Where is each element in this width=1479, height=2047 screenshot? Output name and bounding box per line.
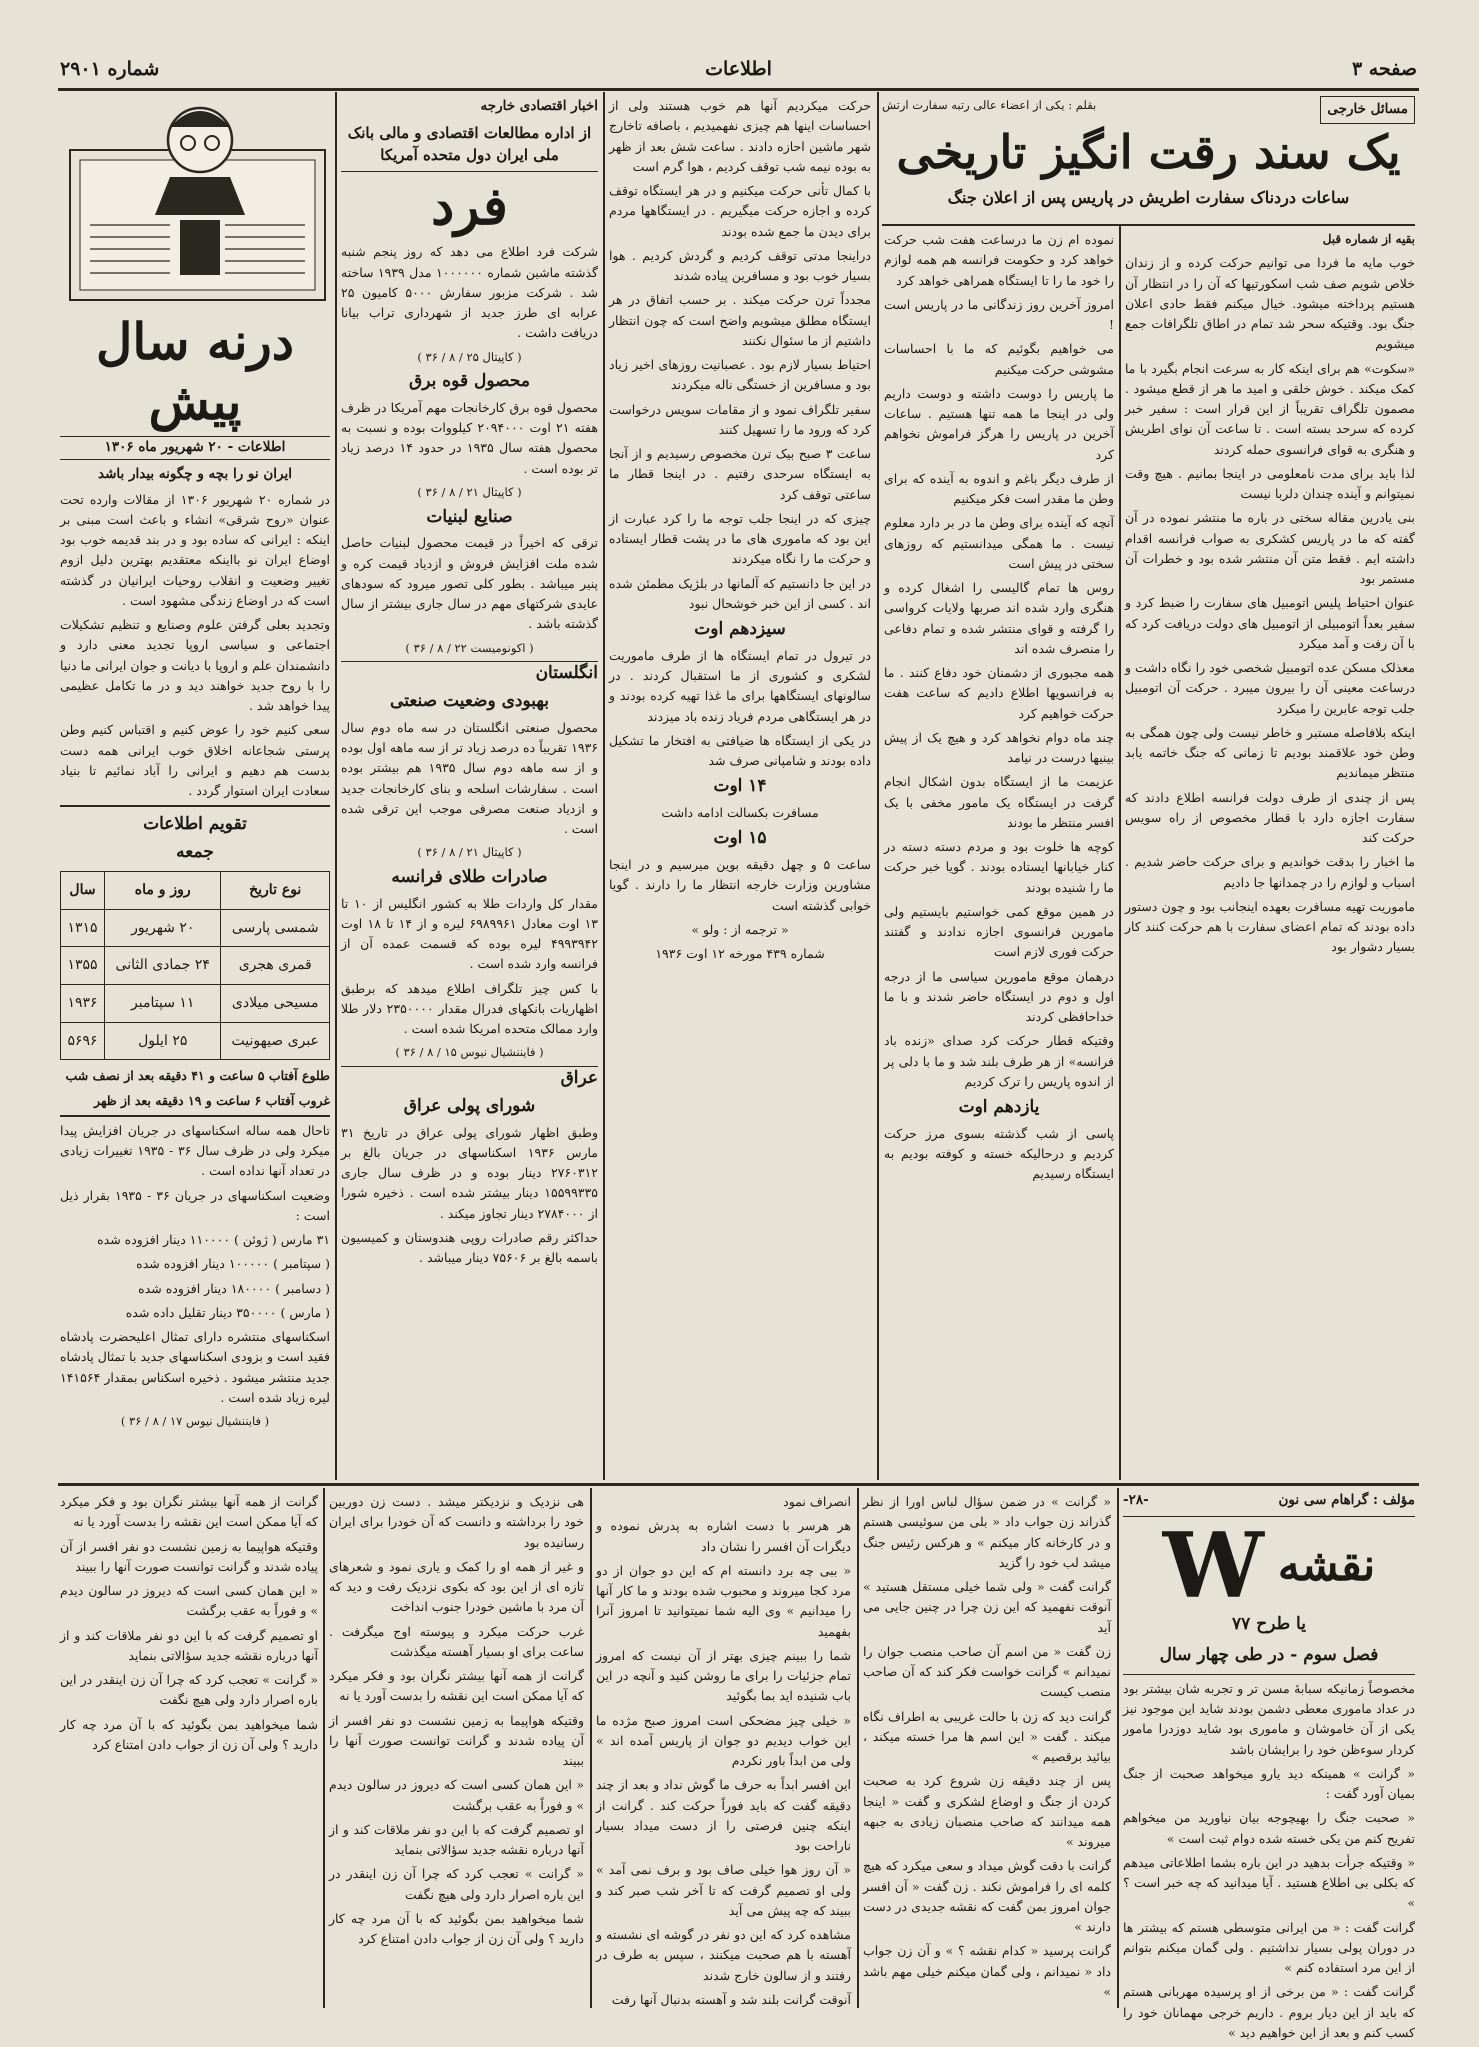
source: شماره ۴۳۹ مورخه ۱۲ اوت ۱۹۳۶ xyxy=(655,946,825,962)
paragraph: معذلک مسکن عده اتومبیل شخصی خود را نگاه داشت و درساعت معینی آن را بیرون میبرد . حرکت آن اتومبیل جلب توجه عابرین را میکرد xyxy=(1125,660,1415,716)
paragraph: چند ماه دوام نخواهد کرد و هیچ یک از پیش بینیها درست در نیامد xyxy=(884,729,1114,765)
paragraph: « گرانت » تعجب کرد که چرا آن زن اینقدر در این باره اصرار دارد ولی هیچ نگفت xyxy=(329,1866,584,1902)
paragraph: « گرانت » تعجب کرد که چرا آن زن اینقدر در این باره اصرار دارد ولی هیچ نگفت xyxy=(60,1672,318,1708)
table-row xyxy=(61,947,330,985)
page-header xyxy=(60,52,1417,86)
table-header-cell: روز و ماه xyxy=(105,872,221,910)
paragraph: عزیمت ما از ایستگاه بدون اشکال انجام گرفت در ایستگاه یک مامور مخفی با یک افسر منتظر ما بودند xyxy=(884,774,1114,830)
serial-column-a xyxy=(1123,1490,1415,2040)
paragraph: گرانت گفت « ولی شما خیلی مستقل هستید » آنوقت نفهمید که این زن چرا در چنین جایی می آید xyxy=(863,1579,1111,1635)
paragraph: آنوقت گرانت بلند شد و آهسته بدنبال آنها رفت xyxy=(611,1991,851,2007)
citation: ( کاپیتال ۲۵ / ۸ / ۳۶ ) xyxy=(417,349,522,364)
serial-title-word: نقشه xyxy=(1277,1540,1376,1592)
paragraph: « صحبت جنگ را بهیچوجه بیان نیاورید من میخواهم تفریح کنم من یکی خسته شده دوام ثبت است » xyxy=(1123,1810,1415,1846)
paragraph: محصول صنعتی انگلستان در سه ماه دوم سال ۱۹۳۶ تقریباً ده درصد زیاد تر از سه ماهه اول بوده و از سه ماهه دوم سال ۱۹۳۵ هم بیشتر بوده است . سفارشات اسلحه و بنای کارخانجات جدید و ازدیاد صنعت مصرفی موجب این ترقی شده است . xyxy=(341,719,598,837)
paragraph: امروز آخرین روز زندگانی ما در پاریس است ! xyxy=(884,296,1114,332)
paragraph: « گرانت » در ضمن سؤال لباس اورا از نظر گذراند زن جواب داد « بلی من سوئیسی هستم و در کارخانه کار میکنم » و هرکس رئیس جنگ میشد لب خود را گزید xyxy=(863,1494,1111,1570)
subheading: شورای پولی عراق xyxy=(403,1095,536,1116)
paragraph: گرانت پرسید « کدام نقشه ؟ » و آن زن جواب داد « نمیدانم ، ولی گمان میکنم خیلی مهم باشد » xyxy=(863,1943,1111,1999)
paragraph: لذا باید برای مدت نامعلومی در اینجا بمانیم . هیچ وقت نمیتوانم و آینده چندان دلربا نیست xyxy=(1125,465,1415,502)
paragraph: چیزی که در اینجا جلب توجه ما را کرد عبارت از این بود که ماموری های ما در پشت قطار ایستاده و حرکت ما را نگاه میکردند xyxy=(609,510,871,567)
paragraph: وتجدید بعلی گرفتن علوم وصنایع و تنظیم تشکیلات اجتماعی و سیاسی اروپا تجدید معنی دارد و دانشمندان علم و اروپا با دیانت و جوان ایرانی ما دنیا را با روح جدید خواهند دید و در ما تکامل عظیمی پیدا خواهد شد . xyxy=(60,617,330,714)
calendar-title: تقویم اطلاعات xyxy=(60,805,330,837)
table-cell: ۱۳۵۵ xyxy=(61,947,105,985)
table-cell: ۵۶۹۶ xyxy=(61,1022,105,1060)
date-line: اطلاعات - ۲۰ شهریور ماه ۱۳۰۶ xyxy=(60,436,330,460)
paragraph: خوب مایه ما فردا می توانیم حرکت کرده و از زندان خلاص شویم صف شب اسکورتیها که آن را در انتظار آن هستیم پرداخته میشود. خیال میکنم فقط حادی اعلان جنگ بود. وقتیکه سحر شد تمام در اطاق تلگرافات جمع میشویم xyxy=(1125,255,1415,352)
table-cell: قمری هجری xyxy=(221,947,330,985)
paragraph: و غیر از همه او را کمک و یاری نمود و شعرهای تازه ای از این بود که بکوی نزدیک رفت و دید که آن مرد با ماشین خودرا جنوب انداخت xyxy=(329,1558,584,1615)
column-divider xyxy=(877,92,879,1480)
paragraph: شما را ببینم چیزی بهتر از آن نیست که امروز تمام جزئیات را برای ما روشن کنید و آنچه در این باب شنیده اید بما بگوئید xyxy=(596,1647,851,1704)
table-header-cell: نوع تاریخ xyxy=(221,872,330,910)
sunset: غروب آفتاب ۶ ساعت و ۱۹ دقیقه بعد از ظهر xyxy=(60,1091,330,1117)
lead-rule xyxy=(882,224,1415,226)
table-cell: ۲۵ ایلول xyxy=(105,1022,221,1060)
series-label: مسائل خارجی xyxy=(1320,96,1415,124)
column-divider xyxy=(1119,225,1121,1480)
paragraph: پس از چندی از طرف دولت فرانسه اطلاع دادند که سفارت اجازه دارد با قطار مخصوص از راه سویس حرکت کند xyxy=(1125,789,1415,846)
paragraph: ما اخبار را بدقت خواندیم و برای حرکت حاضر شدیم . اسباب و لوازم را در چمدانها جا دادیم xyxy=(1125,854,1415,890)
paragraph: ( دسامبر ) ۱۸۰۰۰۰ دینار افزوده شده xyxy=(138,1280,330,1296)
paragraph: گرانت گفت : « من برخی از او پرسیده مهربانی هستم که باید از این دیار بروم . داریم خرجی مهمانان خود را کسب کنم و بعد از این خواهیم دید » xyxy=(1123,1984,1415,2040)
day-heading: سیزدهم اوت xyxy=(694,619,786,639)
citation: ( فایننشیال نیوس ۱۵ / ۸ / ۳۶ ) xyxy=(395,1045,544,1060)
table-header-row xyxy=(61,872,330,910)
economic-news xyxy=(341,96,598,1478)
paragraph: آنچه که آینده برای وطن ما در بر دارد معلوم نیست . ما همگی میدانستیم که روزهای سختی در پیش است xyxy=(884,515,1114,571)
paragraph: شما میخواهید بمن بگوئید که با آن مرد چه کار دارید ؟ ولی آن زن از جواب دادن امتناع کرد xyxy=(60,1716,318,1752)
paragraph: پس از چند دقیقه زن شروع کرد به صحبت کردن از جنگ و اوضاع لشکری و گفت « اینجا همه میدانند که صاحب منصبان زیادی به جبهه میروند » xyxy=(863,1773,1111,1849)
table-cell: ۲۴ جمادی الثانی xyxy=(105,947,221,985)
day-heading: ۱۵ اوت xyxy=(713,828,767,849)
column-banner: درنه سال پیش xyxy=(96,312,294,431)
table-cell: شمسی پارسی xyxy=(221,909,330,947)
citation: ( اکونومیست ۲۲ / ۸ / ۳۶ ) xyxy=(405,640,534,655)
table-cell: ۱۱ سپتامبر xyxy=(105,985,221,1023)
paragraph: عنوان احتیاط پلیس اتومبیل های سفارت را ضبط کرد و سفیر بعداً اتومبیلی از اتومبیل های دولت دریافت کرد که با آن رفت و آمد میکرد xyxy=(1125,595,1415,651)
citation: ( کاپیتال ۲۱ / ۸ / ۳۶ ) xyxy=(417,845,522,860)
column-divider xyxy=(1117,1488,1119,2008)
table-row xyxy=(61,985,330,1023)
masthead: اطلاعات xyxy=(705,58,772,80)
page-number: صفحه ۳ xyxy=(1351,58,1417,80)
country-heading: عراق xyxy=(341,1066,598,1091)
paragraph: «سکوت» هم برای اینکه کار به سرعت انجام بگیرد با ما کمک میکند . خوش خلقی و امید ما هر از قطع میشود . مصمون تلگراف تقریباً از این قرار است : سفیر خبر کرده که سرحد بسته است . تا ساعت آن نوای اطریش و هنگری به قوای فرانسوی حمله کردند xyxy=(1125,360,1415,457)
paragraph: در یکی از ایستگاه ها ضیافتی به افتخار ما تشکیل داده بودند و شامپانی صرف شد xyxy=(609,732,871,769)
ford-heading: فرد xyxy=(431,175,508,237)
paragraph: کوچه ها خلوت بود و مردم دسته دسته در کنار خیابانها ایستاده بودند . گویا خبر حرکت ما را شنیده بودند xyxy=(884,839,1114,895)
paragraph: مجدداً ترن حرکت میکند . بر حسب اتفاق در هر ایستگاه مطلق میشویم واضح است که چون انتظار داشتیم از ما سئوال نکنند xyxy=(609,292,871,348)
subheading: صادرات طلای فرانسه xyxy=(391,866,548,887)
serial-column-c xyxy=(596,1492,851,2008)
serial-subtitle: یا طرح ۷۷ xyxy=(1232,1613,1306,1634)
paragraph: مسافرت بکسالت ادامه داشت xyxy=(661,805,819,821)
paragraph: ترقی که اخیراً در قیمت محصول لبنیات حاصل شده ملت افزایش فروش و ازدیاد قیمت کره و پنیر میباشد . بطور کلی تصور میرود که سودهای عایدی شرکتهای مهم در سال جاری بیشتر از سال گذشته باشد . xyxy=(341,535,598,632)
table-cell: ۱۳۱۵ xyxy=(61,909,105,947)
byline: بقلم : یکی از اعضاء عالی رتبه سفارت ارتش xyxy=(882,98,1097,112)
serial-number: -۲۸- xyxy=(1123,1492,1149,1508)
day-heading: یازدهم اوت xyxy=(958,1097,1040,1117)
paragraph: وقتیکه هواپیما به زمین نشست دو نفر افسر از آن پیاده شدند و گرانت توانست صورت آنها را ببیند xyxy=(60,1538,318,1574)
paragraph: مشاهده کرد که این دو نفر در گوشه ای نشسته و آهسته با هم صحبت میکنند ، سپس به طرف در رفتند و از سالون خارج شدند xyxy=(596,1927,851,1983)
sunrise: طلوع آفتاب ۵ ساعت و ۴۱ دقیقه بعد از نصف شب xyxy=(65,1068,330,1084)
paragraph: سفیر تلگراف نمود و از مقامات سویس درخواست کرد که ورود ما را تسهیل کنند xyxy=(609,401,871,437)
column-divider xyxy=(590,1488,592,2008)
paragraph: هی نزدیک و نزدیکتر میشد . دست زن دوربین خود را برداشته و دانست که آن خودرا برای ایران رسانیده بود xyxy=(329,1494,584,1550)
paragraph: نموده ام زن ما درساعت هفت شب حرکت خواهد کرد و حکومت فرانسه هم همه لوازم را خود ما را تا ایستگاه همراهی خواهد کرد xyxy=(884,232,1114,288)
serial-column-e xyxy=(60,1492,318,2008)
paragraph: وقتیکه قطار حرکت کرد صدای «زنده باد فرانسه» از هر طرف بلند شد و ما با دلی پر از اندوه پاریس را ترک کردیم xyxy=(884,1033,1114,1089)
serial-title-letter: W xyxy=(1162,1512,1264,1619)
paragraph: وقتیکه هواپیما به زمین نشست دو نفر افسر از آن پیاده شدند و گرانت توانست صورت آنها را ببیند xyxy=(329,1712,584,1768)
paragraph: احتیاط بسیار لازم بود . عصبانیت روزهای اخیر زیاد بود و مسافرین از خستگی ناله میکردند xyxy=(609,357,871,393)
serial-column-d xyxy=(329,1492,584,2008)
paragraph: محصول قوه برق کارخانجات مهم آمریکا در ظرف هفته ۲۱ اوت ۲۰۹۴۰۰۰ کیلووات بوده و نسبت به محصول هفته سال ۱۹۳۵ در حدود ۱۴ درصد زیاد تر بوده است . xyxy=(341,399,598,476)
paragraph: « خیلی چیز مضحکی است امروز صبح مژده ما این خواب دیدیم دو جوان از پاریس آمده اند » ولی من ابداً باور نکردم xyxy=(596,1712,851,1768)
article-continuation xyxy=(609,96,871,1478)
paragraph: در شماره ۲۰ شهریور ۱۳۰۶ از مقالات وارده تحت عنوان «روح شرقی» انشاء و باعث است مبنی بر اینکه : ایرانی که ساده بود و در بند قدیمه خوب بود اوضاع ایران نو بااینکه معتقدیم بهترین دلیل ازوم تغییر وضعیت و انقلاب روحیات ایرانیان در گذشته است که در اوضاع زندگی مشهود است . xyxy=(60,491,330,608)
serial-title xyxy=(1123,1512,1415,1619)
paragraph: شرکت فرد اطلاع می دهد که روز پنجم شنبه گذشته ماشین شماره ۱۰۰۰۰۰۰ مدل ۱۹۳۹ ساخته شد . شرکت مزبور سفارش ۵۰۰۰ کامیون ۲۵ عرابه ای طرز جدید از شهرداری تراب بیانا دریافت داشت . xyxy=(341,244,599,341)
serial-column-b xyxy=(863,1492,1111,2008)
lead-title: یک سند رقت انگیز تاریخی xyxy=(896,124,1401,179)
subheading: بهبودی وضعیت صنعتی xyxy=(390,691,549,712)
paragraph: گرانت از همه آنها بیشتر نگران بود و فکر میکرد که آیا ممکن است این نقشه را بدست آورد یا نه xyxy=(329,1668,584,1704)
lead-subtitle: ساعات دردناک سفارت اطریش در پاریس پس از اعلان جنگ xyxy=(947,188,1350,208)
paragraph: گرانت از همه آنها بیشتر نگران بود و فکر میکرد که آیا ممکن است این نقشه را بدست آورد یا نه xyxy=(60,1494,318,1530)
paragraph: « گرانت » همینکه دید یارو میخواهد صحبت از جنگ بمیان آورد گفت : xyxy=(1123,1765,1415,1802)
section-head: اخبار اقتصادی خارجه xyxy=(480,98,598,114)
paragraph: حداکثر رقم صادرات روپی هندوستان و کمیسیون باسمه بالغ بر ۷۵۶۰۶ دینار میباشد . xyxy=(341,1229,598,1266)
header-rule xyxy=(58,88,1419,91)
paragraph: او تصمیم گرفت که با این دو نفر ملاقات کند و از آنها درباره نقشه جدید سؤالاتی بنماید xyxy=(60,1627,318,1663)
paragraph: شما میخواهید بمن بگوئید که با آن مرد چه کار دارید ؟ ولی آن زن از جواب دادن امتناع کرد xyxy=(329,1910,584,1946)
paragraph: ۳۱ مارس ( ژوئن ) ۱۱۰۰۰۰ دینار افزوده شده xyxy=(97,1232,330,1248)
section-rule xyxy=(58,1483,1419,1486)
lead-column-1 xyxy=(1125,230,1415,1478)
chapter-heading: فصل سوم - در طی چهار سال xyxy=(1123,1642,1415,1675)
paragraph: ( مارس ) ۳۵۰۰۰۰ دینار تقلیل داده شده xyxy=(125,1304,330,1320)
paragraph: ما پاریس را دوست داشته و دوست داریم ولی در اینجا ما همه تنها هستیم . ساعات آخرین در پاریس را هرگز فراموش نخواهم کرد xyxy=(884,385,1114,462)
paragraph: مخصوصاً زمانیکه سبابهٔ مسن تر و تجربه شان بیشتر بود در عداد ماموری معطی دشمن بودند شاید این موجود نیز یکی از آن خاموشان و ماموری بود شاید دوزدرا مامور کردار سوءظن خود را برایشان باشد xyxy=(1123,1680,1415,1757)
nine-years-ago-column xyxy=(60,312,330,1478)
subheading: محصول قوه برق xyxy=(409,371,530,392)
paragraph: مقدار کل واردات طلا به کشور انگلیس از ۱۰ تا ۱۳ اوت معادل ۶۹۸۹۹۶۱ لیره و از ۱۴ تا ۱۸ اوت ۴۹۹۳۹۴۲ لیره بوده که قسمت عمده آن از فرانسه وارد شده است . xyxy=(341,895,599,972)
paragraph: حرکت میکردیم آنها هم خوب هستند ولی از احساسات اینها هم چیزی نفهمیدیم ، باصافه تاخارج شهر ماشین احازه دادند . ساعت شش بعد از ظهر به بوده نیمه شب توقف کردیم ، هوا گرم است xyxy=(609,98,871,174)
paragraph: سعی کنیم خود را عوض کنیم و اقتباس کنیم وطن پرستی شجاعانه اخلاق خوب ایرانی همه دست بدست هم دهیم و ایرانی را آباد نمائیم تا بنیاد سعادت ایران استوار گردد . xyxy=(60,722,330,799)
serial-author: مؤلف : گراهام سی نون xyxy=(1278,1492,1415,1508)
table-cell: ۲۰ شهریور xyxy=(105,909,221,947)
paragraph: گرانت دید که زن با حالت غریبی به اطراف نگاه میکند . گفت « این اسم ها مرا خسته میکند ، بیائید برقصیم » xyxy=(863,1708,1111,1764)
paragraph: ساعت ۳ صبح بیک ترن مخصوص رسیدیم و از آنجا به ایستگاه سرحدی رفتیم . در اینجا قطار ما ساعتی توقف کرد xyxy=(609,446,871,502)
paragraph: از طرف دیگر باغم و اندوه به آینده که برای وطن ما مقدر است فکر میکنیم xyxy=(884,470,1114,506)
paragraph: وطبق اظهار شورای پولی عراق در تاریخ ۳۱ مارس ۱۹۳۶ اسکناسهای در جریان بالغ بر ۲۷۶۰۳۱۲ دینار بوده و در ظرف سال جاری ۱۵۵۹۹۳۳۵ دینار بیشتر شده است . ذخیره شورا از ۲۷۸۴۰۰۰ دینار تجاوز میکند . xyxy=(341,1124,598,1221)
paragraph: او تصمیم گرفت که با این دو نفر ملاقات کند و از آنها درباره نقشه جدید سؤالاتی بنماید xyxy=(329,1821,584,1857)
day-heading: ۱۴ اوت xyxy=(713,776,767,797)
subheading: صنایع لبنیات xyxy=(426,506,513,527)
continued-label: بقیه از شماره قبل xyxy=(1322,232,1415,246)
paragraph: ساعت ۵ و چهل دقیقه بوین میرسیم و در اینجا مشاورین وزارت خارجه انتظار ما را دارند . گویا خوابی گذشته است xyxy=(609,857,871,913)
column-divider xyxy=(603,92,605,1480)
country-heading: انگلستان xyxy=(341,661,598,686)
column-divider xyxy=(323,1488,325,2008)
paragraph: زن گفت « من اسم آن صاحب منصب جوان را نمیدانم » گرانت خواست فکر کند که آن صاحب منصب کیست xyxy=(863,1643,1111,1700)
citation: ( کاپیتال ۲۱ / ۸ / ۳۶ ) xyxy=(417,484,522,499)
paragraph: در همین موقع کمی خواستیم بایستیم ولی مامورین فرانسوی اجازه ندادند و گفتند حرکت فوری لازم است xyxy=(884,903,1114,960)
table-row xyxy=(61,909,330,947)
paragraph: هر هرسر با دست اشاره به پدرش نموده و دیگرات آن افسر را نشان داد xyxy=(596,1518,851,1554)
calendar-day: جمعه xyxy=(176,842,214,863)
paragraph: « این همان کسی است که دیروز در سالون دیدم » و فوراً به عقب برگشت xyxy=(60,1583,318,1619)
paragraph: دراینجا مدتی توقف کردیم و گردش کردیم . هوا بسیار خوب بود و مسافرین پیاده شدند xyxy=(609,247,871,283)
column-headline: ایران نو را بچه و چگونه بیدار باشد xyxy=(98,465,292,482)
paragraph: ماموریت تهیه مسافرت بعهده اینجانب بود و چون دستور داده بودند که تمام اعضای سفارت با هم حرکت کنند کار بسیار دشوار بود xyxy=(1125,898,1415,955)
table-cell: ۱۹۳۶ xyxy=(61,985,105,1023)
paragraph: در تیرول در تمام ایستگاه ها از طرف ماموریت لشکری و کشوری از ما استقبال کردند . در سالونهای ایستگاهها برای ما غذا تهیه کرده بودند و در هر ایستگاهی مردم فریاد زنده باد میزدند xyxy=(609,647,871,724)
paragraph: با کمال تأنی حرکت میکنیم و در هر ایستگاه توقف کرده و اجازه حرکت میگیریم . در ایستگاهها مردم برای دیدن ما جمع شده بودند xyxy=(609,183,871,239)
paragraph: تاحال همه ساله اسکناسهای در جریان افزایش پیدا میکرد ولی در ظرف سال ۳۶ - ۱۹۳۵ تغییرات زیادی در تعداد آنها نداده است . xyxy=(60,1122,331,1179)
paragraph: با کس چیز تلگراف اطلاع میدهد که برطبق اظهاریات بانکهای فدرال مقدار ۲۳۵۰۰۰۰ دلار طلا وارد ممالک متحده امریکا شده است . xyxy=(341,980,598,1037)
paragraph: درهمان موقع مامورین سیاسی ما از درجه اول و دوم در ایستگاه حاضر شدند و با ما خداحافظی کردند xyxy=(884,968,1114,1024)
paragraph: ( سپتامبر ) ۱۰۰۰۰۰ دینار افزوده شده xyxy=(136,1256,330,1272)
table-header-cell: سال xyxy=(61,872,105,910)
column-divider xyxy=(857,1488,859,2008)
paragraph: می خواهیم بگوئیم که ما با احساسات مشوشی حرکت میکنیم xyxy=(884,341,1114,377)
paragraph: اینکه بلافاصله مستبر و خاطر نیست ولی چون همگی به وطن خود علاقمند بودیم تا زمانی که جنگ خاتمه یابد منتظر میماندیم xyxy=(1125,724,1415,781)
paragraph: این افسر ابداً به حرف ما گوش نداد و بعد از چند دقیقه گفت که باید فوراً حرکت کند . گرانت از اینکه چنین فرصتی را از دست میداد بسیار ناراحت بود xyxy=(596,1777,851,1853)
paragraph: « وقتیکه جرأت بدهید در این باره بشما اطلاعاتی میدهم که بکلی بی اطلاع هستید . آیا میدانید که چه خبر است ؟ » xyxy=(1123,1854,1415,1911)
section-headline: از اداره مطالعات اقتصادی و مالی بانک ملی ایران دول متحده آمریکا xyxy=(341,122,598,172)
citation: ( فایننشیال نیوس ۱۷ / ۸ / ۳۶ ) xyxy=(120,1414,270,1429)
paragraph: گرانت گفت : « من ایرانی متوسطی هستم که بیشتر ها در دوران پولی بسیار نداشتیم . ولی گمان میکنم بتوانم از این مرد استفاده کنم » xyxy=(1123,1919,1415,1976)
paragraph: وضعیت اسکناسهای در جریان ۳۶ - ۱۹۳۵ بقرار ذیل است : xyxy=(60,1187,331,1223)
paragraph: در این جا دانستیم که آلمانها در بلژیک مطمئن شده اند . کسی از این خبر خوشحال نبود xyxy=(609,575,871,611)
table-row xyxy=(61,1022,330,1060)
lead-column-2 xyxy=(884,230,1114,1478)
lead-article-header xyxy=(882,96,1415,224)
paragraph: « ببی چه برد دانسته ام که این دو جوان از دو مرد کجا میروند و محبوب شده بودند و ما کار آنها را میدانیم » وی الیه شما نمیتوانید تا امروز آنرا بفهمید xyxy=(596,1562,851,1639)
paragraph: « این همان کسی است که دیروز در سالون دیدم » و فوراً به عقب برگشت xyxy=(329,1777,584,1813)
paragraph: اسکناسهای منتشره دارای تمثال اعلیحضرت پادشاه فقید است و بزودی اسکناسهای جدید با تمثال پادشاه جدید منتشر میشود . ذخیره اسکناس بمقدار ۱۴۱۵۶۴ لیره زیاد شده است . xyxy=(60,1329,330,1405)
paragraph: پاسی از شب گذشته بسوی مرز حرکت کردیم و درحالیکه خسته و کوفته بودیم به ایستگاه رسیدیم xyxy=(884,1125,1114,1182)
paragraph: گرانت با دقت گوش میداد و سعی میکرد که هیچ کلمه ای را فراموش نکند . زن گفت « آن افسر جوان امروز بمن گفت که نقشه جدیدی در دست دارند » xyxy=(863,1858,1111,1934)
table-cell: عبری صیهونیت xyxy=(221,1022,330,1060)
paragraph: روس ها تمام گالیسی را اشغال کرده و هنگری وارد شده اند صربها ولایات کرواسی را گرفته و قوای منتشر شده و تمام دفاعی را منصرف شده اند xyxy=(884,580,1114,656)
reading-man-illustration xyxy=(60,95,338,310)
issue-number: شماره ۲۹۰۱ xyxy=(60,58,160,80)
translator: « ترجمه از : ولو » xyxy=(691,921,789,937)
calendar-table xyxy=(60,871,330,1060)
paragraph: غرب حرکت میکرد و پیوسته اوج میگرفت . ساعت برای او بسیار آهسته میگذشت xyxy=(329,1623,584,1659)
paragraph: همه مجبوری از دشمنان خود دفاع کنند . ما به فرانسویها اطلاع دادیم که ساعت هفت حرکت خواهیم کرد xyxy=(884,665,1114,721)
paragraph: بنی یادرین مقاله سختی در باره ما منتشر نموده در آن گفته که ما در پاریس کشکری به صواب فرانسه اقدام داشته ایم . فقط متن آن منتشر شده بود و خطرات آن مستمر بود xyxy=(1125,510,1415,587)
paragraph: انصراف نمود xyxy=(783,1494,851,1509)
paragraph: « آن روز هوا خیلی صاف بود و برف نمی آمد » ولی او تصمیم گرفت که تا آخر شب صبر کند و ببیند که چه پیش می آید xyxy=(596,1862,851,1918)
table-cell: مسیحی میلادی xyxy=(221,985,330,1023)
